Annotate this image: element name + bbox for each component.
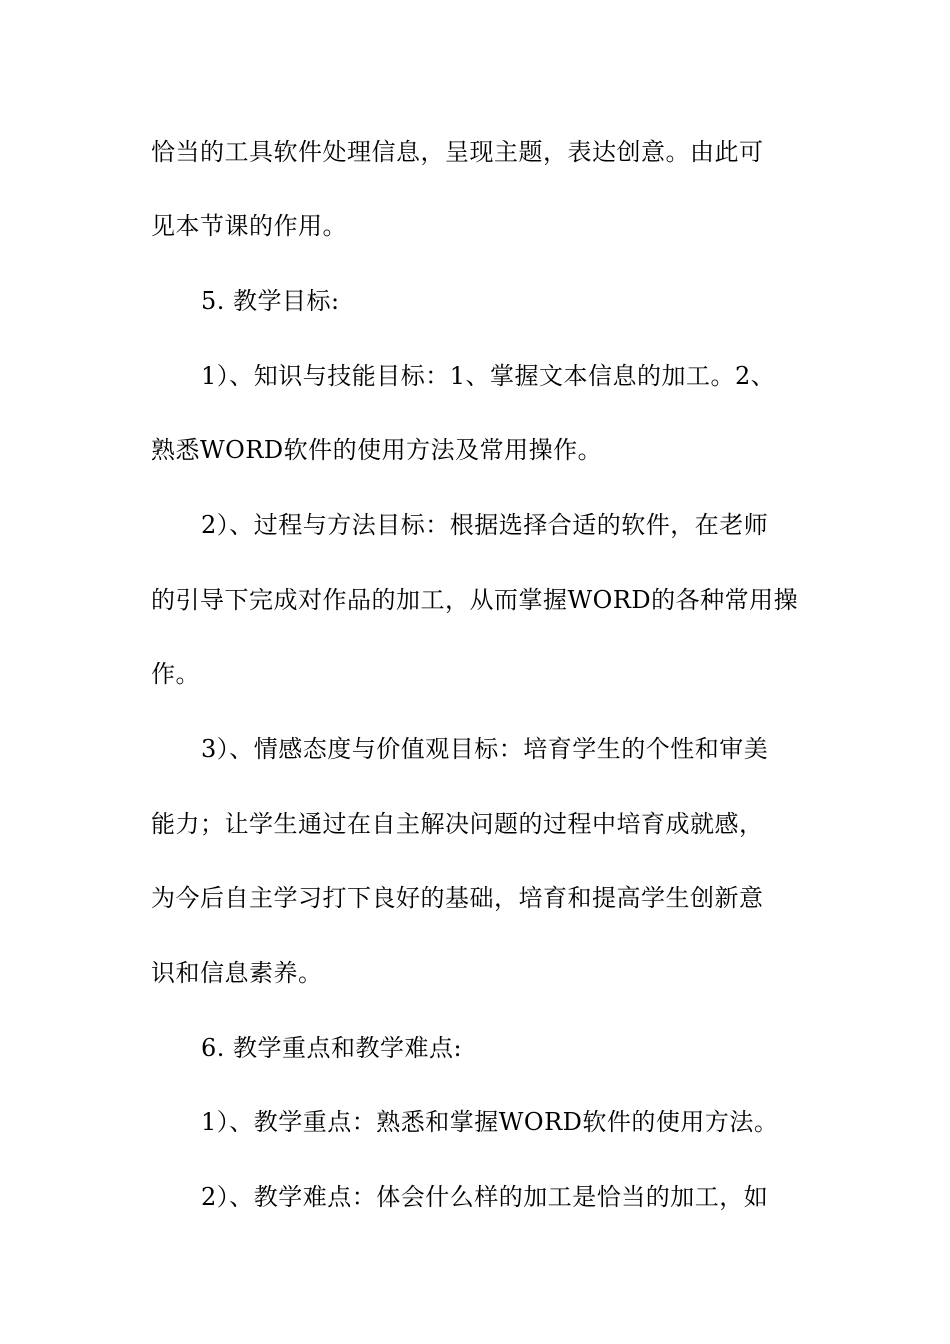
text-line: 1）、知识与技能目标：1、掌握文本信息的加工。2、 [201,362,776,390]
section-heading-teaching-goals: 5. 教学目标: [201,287,340,315]
text-line: 熟悉WORD软件的使用方法及常用操作。 [151,436,603,464]
text-line: 恰当的工具软件处理信息，呈现主题，表达创意。由此可 [151,138,764,166]
text-line: 见本节课的作用。 [151,212,347,240]
text-line: 作。 [151,660,200,688]
text-line: 为今后自主学习打下良好的基础，培育和提高学生创新意 [151,884,764,912]
text-line: 的引导下完成对作品的加工，从而掌握WORD的各种常用操 [151,586,799,614]
text-line: 1）、教学重点：熟悉和掌握WORD软件的使用方法。 [201,1108,779,1136]
text-line: 识和信息素养。 [151,959,323,987]
text-line: 能力；让学生通过在自主解决问题的过程中培育成就感， [151,810,764,838]
section-heading-key-points: 6. 教学重点和教学难点: [201,1034,463,1062]
text-line: 2）、教学难点：体会什么样的加工是恰当的加工，如 [201,1183,769,1211]
text-line: 2）、过程与方法目标：根据选择合适的软件，在老师 [201,511,769,539]
text-line: 3）、情感态度与价值观目标：培育学生的个性和审美 [201,735,769,763]
